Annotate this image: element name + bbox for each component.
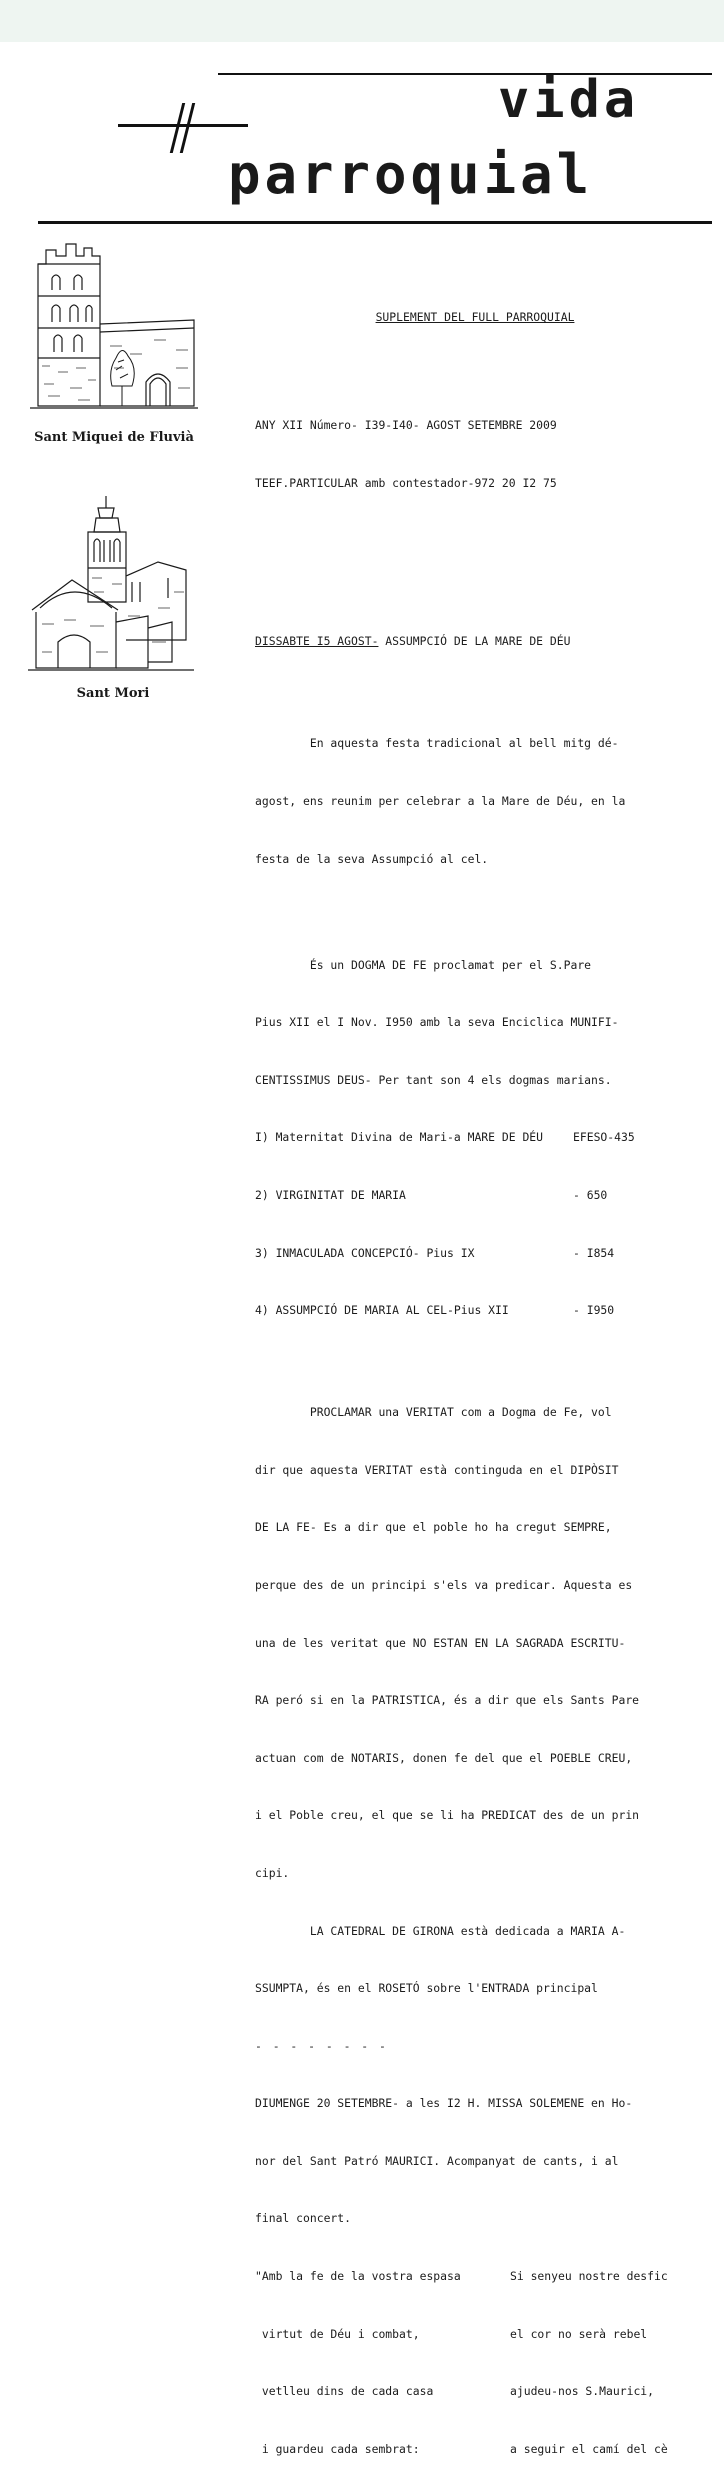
paragraph-line: En aquesta festa tradicional al bell mitg dé- — [255, 736, 619, 751]
paragraph-line: DIUMENGE 20 SETEMBRE- a les I2 H. MISSA SOLEMENE en Ho- — [255, 2096, 633, 2111]
paragraph-line: PROCLAMAR una VERITAT com a Dogma de Fe, vol — [255, 1405, 612, 1420]
paragraph-line: RA peró si en la PATRISTICA, és a dir que els Sants Pare — [255, 1693, 640, 1708]
paragraph-line: És un DOGMA DE FE proclamat per el S.Pare — [255, 957, 592, 972]
paragraph-line: agost, ens reunim per celebrar a la Mare de Déu, en la — [255, 794, 626, 808]
poem-row: vetlleu dins de cada casa ajudeu-nos S.Maurici, — [255, 2384, 655, 2399]
section-title-assumption: DISSABTE I5 AGOST- ASSUMPCIÓ DE LA MARE DE DÉU — [255, 634, 571, 649]
masthead-short-rule — [118, 124, 248, 127]
paragraph-line: perque des de un principi s'els va predicar. Aquesta es — [255, 1577, 633, 1592]
main-text-column — [255, 270, 695, 2478]
paragraph-line: Pius XII el I Nov. I950 amb la seva Enciclica MUNIFI- — [255, 1015, 619, 1030]
paragraph-line: dir que aquesta VERITAT està continguda en el DIPÒSIT — [255, 1462, 619, 1477]
paragraph-line: una de les veritat que NO ESTAN EN LA SAGRADA ESCRITU- — [255, 1635, 626, 1650]
dogma-row: I) Maternitat Divina de Mari-a MARE DE DÉU EFESO-435 — [255, 1130, 635, 1145]
page-top-tint — [0, 0, 724, 42]
paragraph-line: i el Poble creu, el que se li ha PREDICAT des de un prin — [255, 1808, 640, 1823]
paragraph-line: CENTISSIMUS DEUS- Per tant son 4 els dogmas marians. — [255, 1072, 612, 1087]
illustration-caption-2: Sant Mori — [76, 686, 150, 701]
paragraph-line: cipi. — [255, 1865, 290, 1880]
poem-row: "Amb la fe de la vostra espasa Si senyeu nostre desfic — [255, 2269, 668, 2284]
phone-info-line: TEEF.PARTICULAR amb contestador-972 20 I2 75 — [255, 476, 557, 490]
church-illustration-sant-mori — [28, 492, 198, 676]
paragraph-line: final concert. — [255, 2211, 352, 2226]
dogma-row: 4) ASSUMPCIÓ DE MARIA AL CEL-Pius XII - I950 — [255, 1303, 615, 1318]
poem-row: i guardeu cada sembrat: a seguir el camí del cè — [255, 2441, 668, 2456]
church-illustration-sant-miquel — [30, 236, 198, 414]
paragraph-line: DE LA FE- Es a dir que el poble ho ha cregut SEMPRE, — [255, 1520, 612, 1535]
masthead-bottom-rule — [38, 221, 712, 224]
illustration-caption-1: Sant Miquei de Fluvià — [34, 430, 194, 445]
issue-info-line: ANY XII Número- I39-I40- AGOST SETEMBRE 2009 — [255, 418, 557, 433]
paragraph-line: nor del Sant Patró MAURICI. Acompanyat de cants, i al — [255, 2153, 619, 2168]
poem-row: virtut de Déu i combat, el cor no serà rebel — [255, 2326, 648, 2341]
paragraph-line: LA CATEDRAL DE GIRONA està dedicada a MARIA A- — [255, 1923, 626, 1938]
masthead-title-parroquial: parroquial — [228, 143, 594, 206]
paragraph-line: SSUMPTA, és en el ROSETÓ sobre l'ENTRADA principal — [255, 1981, 598, 1996]
dogma-row: 2) VIRGINITAT DE MARIA - 650 — [255, 1187, 608, 1202]
paragraph-line: actuan com de NOTARIS, donen fe del que el POEBLE CREU, — [255, 1750, 633, 1765]
supplement-heading: SUPLEMENT DEL FULL PARROQUIAL — [375, 310, 575, 325]
masthead-title-vida: vida — [498, 70, 640, 130]
dogma-row: 3) INMACULADA CONCEPCIÓ- Pius IX - I854 — [255, 1245, 615, 1260]
dash-separator: - - - - - - - - — [255, 2038, 388, 2053]
paragraph-line: festa de la seva Assumpció al cel. — [255, 851, 489, 866]
